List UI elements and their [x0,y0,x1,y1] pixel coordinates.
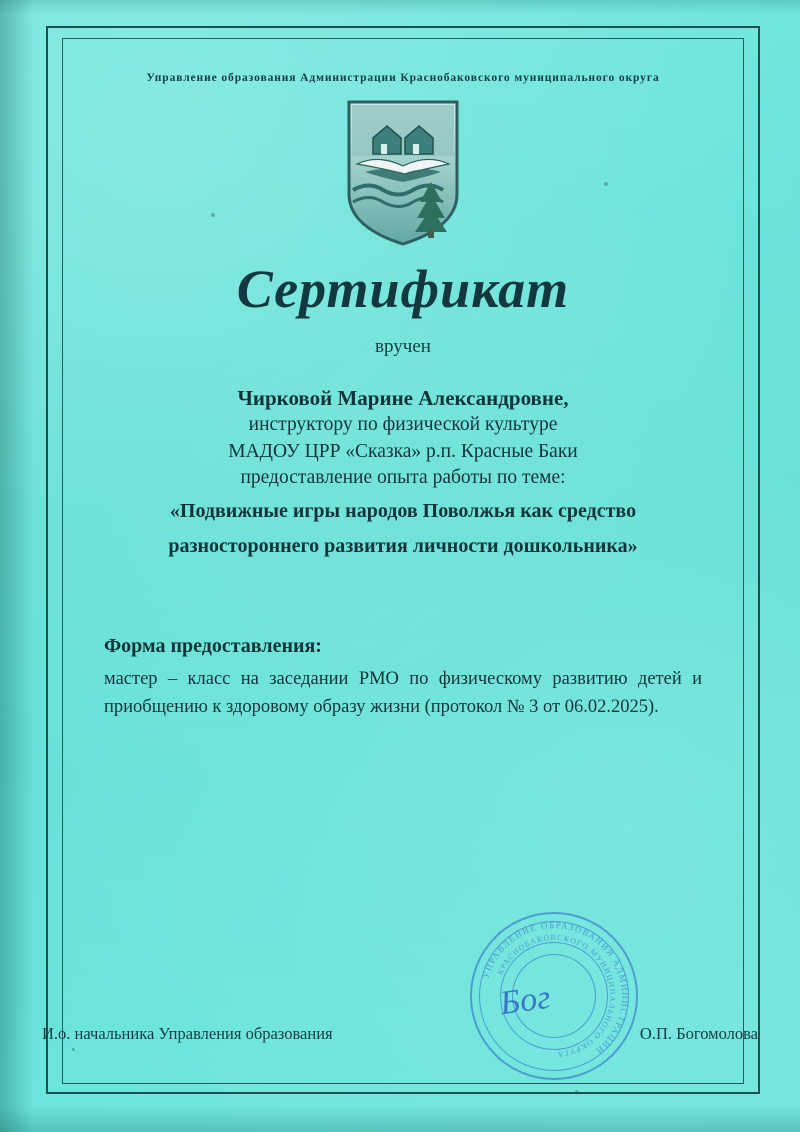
signatory-name: О.П. Богомолова [639,1024,758,1043]
scan-speck [211,213,215,217]
scan-speck [575,1090,578,1093]
recipient-role: инструктору по физической культуре [248,414,558,436]
scan-edge-bottom [0,1106,800,1132]
page-title: Сертификат [236,259,570,319]
issuing-organization-line: Управление образования Администрации Краснобаковского муниципального округа [146,72,660,84]
recipient-block [104,384,702,561]
certificate-content [62,38,744,1084]
theme-line-1: «Подвижные игры народов Поволжья как средство [169,500,637,523]
scan-speck [72,1048,75,1051]
scan-edge-left [0,0,34,1132]
form-body: мастер – класс на заседании РМО по физическому развитию детей и приобщению к здоровому образу жизни (протокол № 3 от 06.02.2025). [104,669,702,718]
svg-text:УПРАВЛЕНИЕ ОБРАЗОВАНИЯ АДМИНИС: УПРАВЛЕНИЕ ОБРАЗОВАНИЯ АДМИНИСТРАЦИИ [480,919,631,1057]
handwritten-signature: Бог [497,978,553,1023]
signature-row [42,1024,758,1044]
recipient-organization: МАДОУ ЦРР «Сказка» р.п. Красные Баки [228,440,578,462]
coat-of-arms-icon [343,98,463,246]
awarded-label: вручен [375,336,431,357]
svg-text:КРАСНОБАКОВСКОГО МУНИЦИПАЛЬНОГ: КРАСНОБАКОВСКОГО МУНИЦИПАЛЬНОГО ОКРУГА [495,932,618,1060]
scan-edge-top [0,0,800,14]
recipient-name: Чирковой Марине Александровне, [237,386,569,410]
theme-line-2: разностороннего развития личности дошкольника» [168,535,638,558]
scan-speck [604,182,608,186]
signatory-position: И.о. начальника Управления образования [42,1024,333,1043]
emblem-container [104,98,702,246]
form-heading: Форма предоставления: [104,635,322,658]
recipient-subject-intro: предоставление опыта работы по теме: [240,466,566,488]
